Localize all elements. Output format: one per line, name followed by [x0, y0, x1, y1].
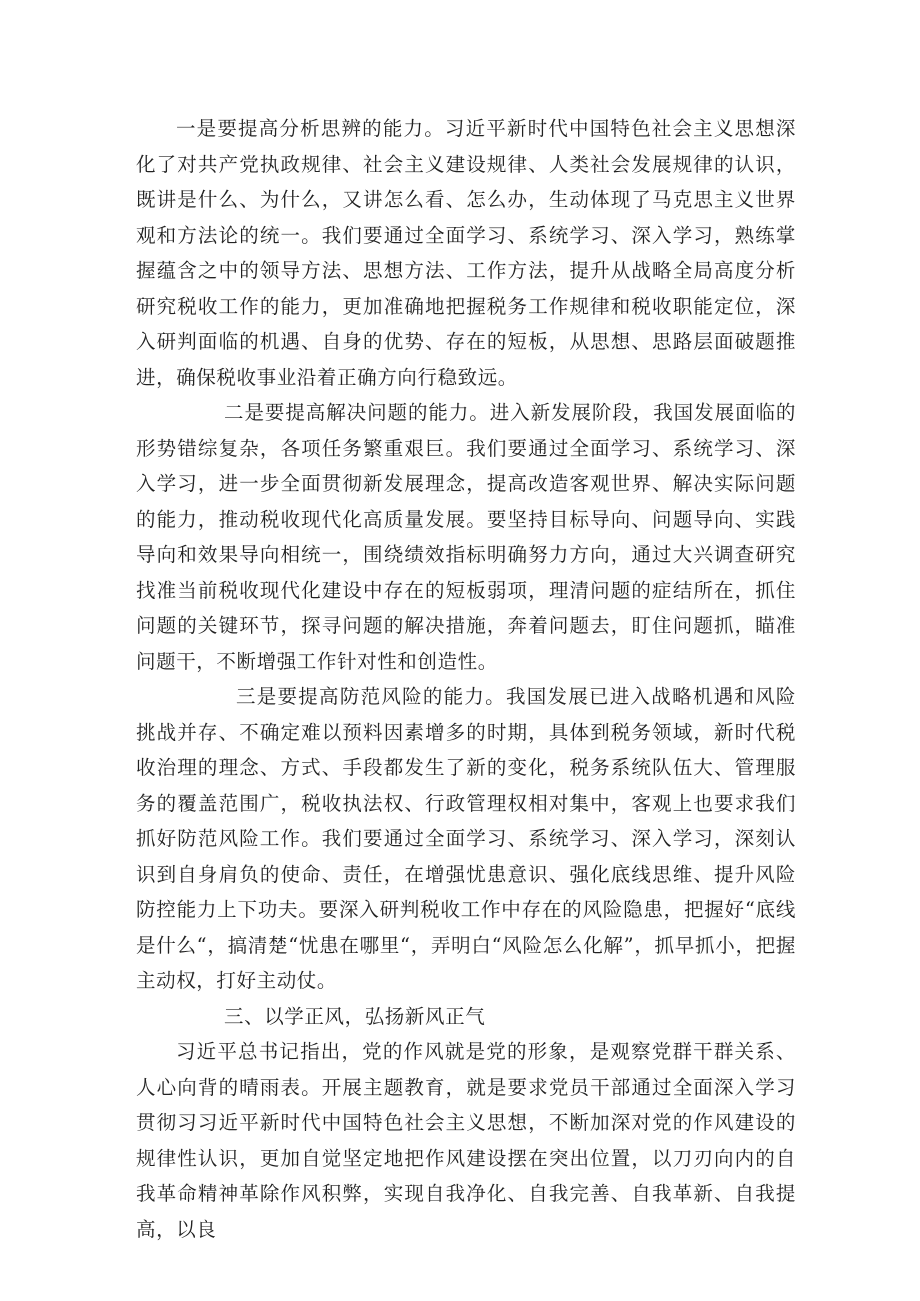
paragraph-risk-prevention-ability: 三是要提高防范风险的能力。我国发展已进入战略机遇和风险挑战并存、不确定难以预料因素增多的时期，具体到税务领域，新时代税收治理的理念、方式、手段都发生了新的变化，税务系统队伍大、管理服务的覆盖范围广，税收执法权、行政管理权相对集中，客观上也要求我们抓好防范风险工作。我们要通过全面学习、系统学习、深入学习，深刻认识到自身肩负的使命、责任，在增强忧患意识、强化底线思维、提升风险防控能力上下功夫。要深入研判税收工作中存在的风险隐患，把握好“底线是什么“，搞清楚“忧患在哪里“，弄明白“风险怎么化解”，抓早抓小，把握主动权，打好主动仗。	[136, 685, 796, 992]
document-body	[136, 111, 796, 1247]
paragraph-analysis-ability: 一是要提高分析思辨的能力。习近平新时代中国特色社会主义思想深化了对共产党执政规律、社会主义建设规律、人类社会发展规律的认识，既讲是什么、为什么，又讲怎么看、怎么办，生动体现了马克思主义世界观和方法论的统一。我们要通过全面学习、系统学习、深入学习，熟练掌握蕴含之中的领导方法、思想方法、工作方法，提升从战略全局高度分析研究税收工作的能力，更加准确地把握税务工作规律和税收职能定位，深入研判面临的机遇、自身的优势、存在的短板，从思想、思路层面破题推进，确保税收事业沿着正确方向行稳致远。	[136, 117, 796, 389]
section-heading: 三、以学正风，弘扬新风正气	[224, 1004, 486, 1028]
paragraph-problem-solving-ability: 二是要提高解决问题的能力。进入新发展阶段，我国发展面临的形势错综复杂，各项任务繁重艰巨。我们要通过全面学习、系统学习、深入学习，进一步全面贯彻新发展理念，提高改造客观世界、解决实际问题的能力，推动税收现代化高质量发展。要坚持目标导向、问题导向、实践导向和效果导向相统一，围绕绩效指标明确努力方向，通过大兴调查研究找准当前税收现代化建设中存在的短板弱项，理清问题的症结所在，抓住问题的关键环节，探寻问题的解决措施，奔着问题去，盯住问题抓，瞄准问题干，不断增强工作针对性和创造性。	[136, 401, 796, 673]
paragraph-work-style: 习近平总书记指出，党的作风就是党的形象，是观察党群干群关系、人心向背的晴雨表。开展主题教育，就是要求党员干部通过全面深入学习贯彻习习近平新时代中国特色社会主义思想，不断加深对党的作风建设的规律性认识，更加自觉坚定地把作风建设摆在突出位置，以刀刃向内的自我革命精神革除作风积弊，实现自我净化、自我完善、自我革新、自我提高，以良	[136, 1040, 796, 1241]
